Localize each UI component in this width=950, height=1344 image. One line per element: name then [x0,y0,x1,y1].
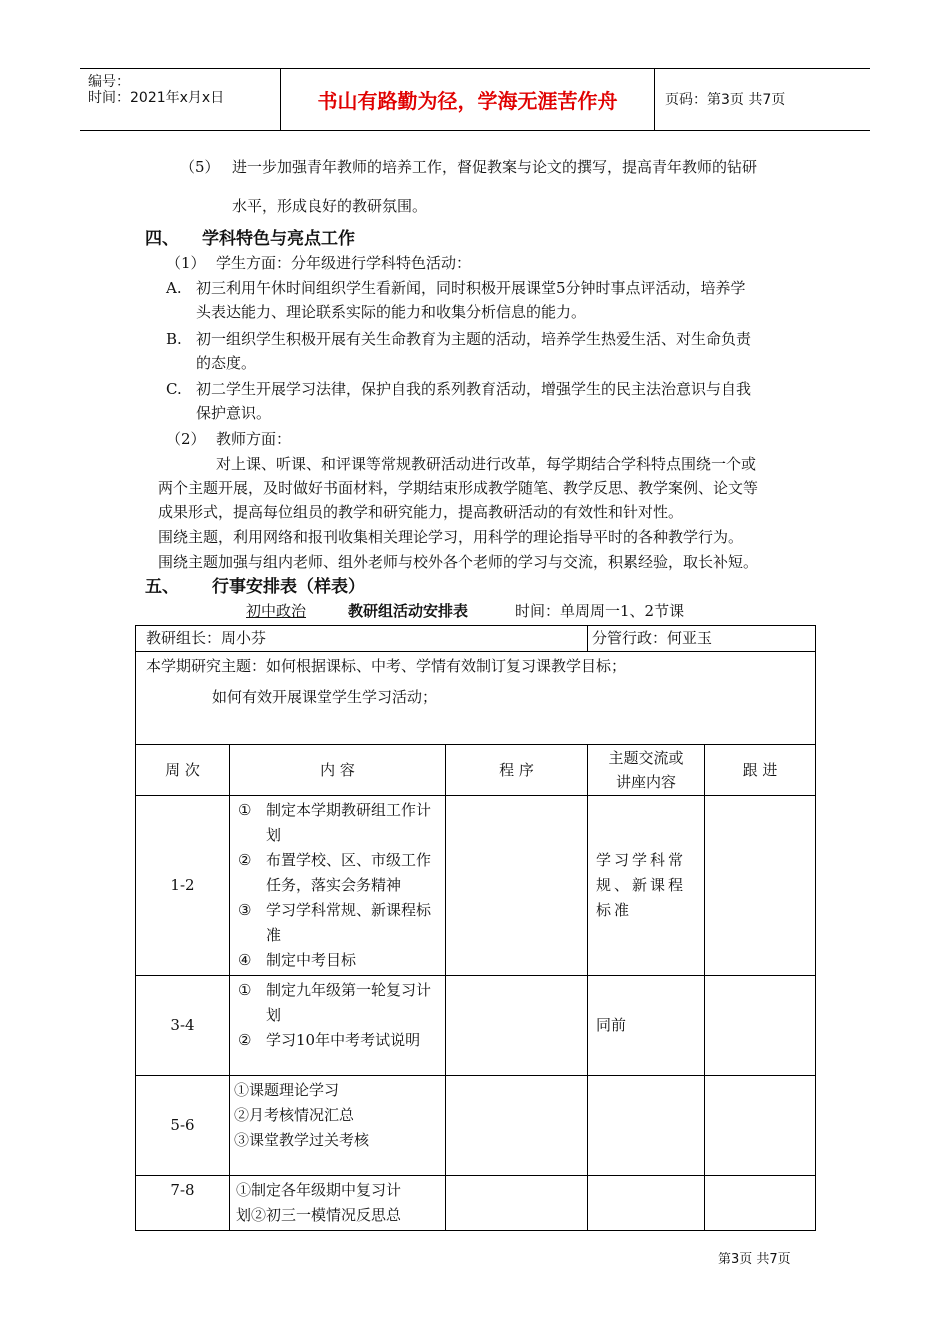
students-label: 学生方面：分年级进行学科特色活动： [216,254,472,272]
col-header-content: 内 容 [230,745,446,796]
topic-cell [588,1176,705,1231]
col-header-procedure: 程 序 [446,745,588,796]
content-item [238,798,441,848]
procedure-cell [446,1176,588,1231]
motto: 书山有路勤为径，学海无涯苦作舟 [317,89,618,113]
teachers-para-line: 围绕主题加强与组内老师、组外老师与校外各个老师的学习与交流，积累经验，取长补短。 [158,553,759,571]
content-item [238,848,441,898]
teachers-label: 教师方面： [216,430,292,448]
item-mark: ① [238,981,252,999]
item-text: 布置学校、区、市级工作任务，落实会务精神 [266,851,432,894]
section4-title: 学科特色与亮点工作 [202,229,355,249]
content-line: ①课题理论学习 [234,1081,340,1099]
procedure-cell [446,1076,588,1176]
intro-item-marker: （5） [180,158,220,176]
col-header-topic-line1: 主题交流或 [608,749,684,767]
week-cell: 3-4 [136,976,230,1076]
procedure-cell [446,796,588,976]
content-line: ③课堂教学过关考核 [234,1131,370,1149]
student-item-c-line2: 保护意识。 [196,404,272,422]
item-text: 学习10年中考考试说明 [266,1031,421,1049]
teachers-marker: （2） [166,430,206,448]
caption-time: 时间：单周周一1、2节课 [515,602,685,620]
item-mark: ① [238,801,252,819]
col-header-week: 周 次 [136,745,230,796]
student-item-b-marker: B. [166,330,182,348]
page-footer: 第3页 共7页 [718,1252,791,1267]
header-meta-cell [80,69,281,130]
col-header-topic-line2: 讲座内容 [615,773,676,791]
col-header-followup: 跟 进 [705,745,816,796]
theme-line2: 如何有效开展课堂学生学习活动； [212,688,438,706]
theme-row [136,652,816,745]
table-row [136,796,816,976]
theme-cell [136,652,816,745]
item-mark: ③ [238,901,252,919]
student-item-b-line1: 初一组织学生积极开展有关生命教育为主题的活动，培养学生热爱生活、对生命负责 [196,330,752,348]
student-item-c-line1: 初二学生开展学习法律，保护自我的系列教育活动，增强学生的民主法治意识与自我 [196,380,752,398]
teachers-para-line: 对上课、听课、和评课等常规教研活动进行改革，每学期结合学科特点围绕一个或 [216,455,757,473]
header-row [136,745,816,796]
content-cell [230,796,446,976]
item-text: 制定本学期教研组工作计划 [266,801,432,844]
student-item-a-line2: 头表达能力、理论联系实际的能力和收集分析信息的能力。 [196,303,587,321]
teachers-para-line: 成果形式，提高每位组员的教学和研究能力，提高教研活动的有效性和针对性。 [158,503,684,521]
item-mark: ② [238,1031,252,1049]
leader-row [136,626,816,652]
procedure-cell [446,976,588,1076]
schedule-table [135,625,816,1231]
section4-number: 四、 [145,229,179,249]
content-cell [230,976,446,1076]
header-page-cell [655,69,870,130]
content-line: ①制定各年级期中复习计 [236,1181,402,1199]
week-cell: 1-2 [136,796,230,976]
content-cell [230,1176,446,1231]
table-row [136,1176,816,1231]
week-cell: 7-8 [136,1176,230,1231]
content-item [238,978,441,1028]
caption-subject: 初中政治 [246,602,307,620]
header-motto-cell [281,69,655,130]
leader-cell: 教研组长：周小芬 [136,626,588,652]
followup-cell [705,1076,816,1176]
section5-title: 行事安排表（样表） [212,577,365,597]
student-item-b-line2: 的态度。 [196,354,257,372]
page-header [80,68,870,131]
student-item-c-marker: C. [166,380,182,398]
item-mark: ④ [238,951,252,969]
content-line: 划②初三一模情况反思总 [236,1206,402,1224]
followup-cell [705,796,816,976]
intro-item-line2: 水平，形成良好的教研氛围。 [232,197,428,215]
topic-cell: 学习学科常规、新课程标准 [588,796,705,976]
followup-cell [705,1176,816,1231]
item-text: 制定九年级第一轮复习计划 [266,981,432,1024]
page-number-label: 页码：第3页 共7页 [665,92,786,108]
students-marker: （1） [166,254,206,272]
table-row [136,976,816,1076]
item-text: 学习学科常规、新课程标准 [266,901,432,944]
theme-line1: 本学期研究主题：如何根据课标、中考、学情有效制订复习课教学目标； [146,657,627,675]
caption-title: 教研组活动安排表 [348,602,469,620]
section5-number: 五、 [145,577,179,597]
teachers-para-line: 两个主题开展，及时做好书面材料，学期结束形成教学随笔、教学反思、教学案例、论文等 [158,479,759,497]
content-item [238,898,441,948]
item-text: 制定中考目标 [266,951,357,969]
doc-time-label: 时间：2021年x月x日 [88,90,225,106]
topic-cell: 同前 [588,976,705,1076]
content-line: ②月考核情况汇总 [234,1106,355,1124]
topic-cell [588,1076,705,1176]
intro-item-line1: 进一步加强青年教师的培养工作，督促教案与论文的撰写，提高青年教师的钻研 [232,158,758,176]
student-item-a-line1: 初三利用午休时间组织学生看新闻，同时积极开展课堂5分钟时事点评活动，培养学 [196,279,746,297]
table-row [136,1076,816,1176]
content-item [238,1028,441,1053]
content-cell [230,1076,446,1176]
admin-cell: 分管行政：何亚玉 [588,626,816,652]
item-mark: ② [238,851,252,869]
teachers-para-line: 围绕主题，利用网络和报刊收集相关理论学习，用科学的理论指导平时的各种教学行为。 [158,528,744,546]
content-item [238,948,441,973]
followup-cell [705,976,816,1076]
doc-number-label: 编号： [88,74,130,90]
col-header-topic [588,745,705,796]
week-cell: 5-6 [136,1076,230,1176]
student-item-a-marker: A. [166,279,182,297]
